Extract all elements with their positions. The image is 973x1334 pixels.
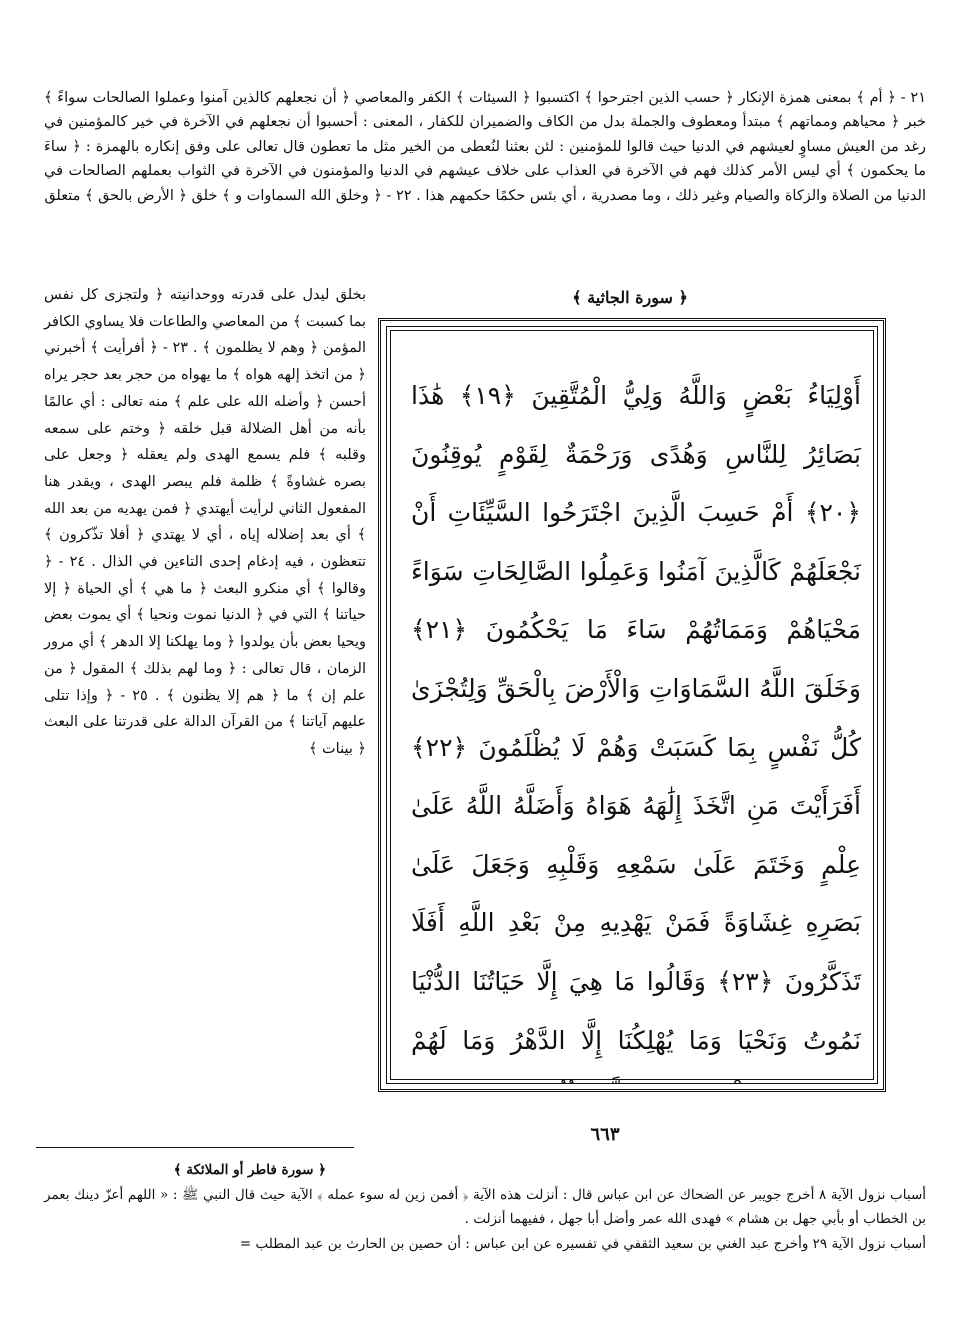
footnote-line: أسباب نزول الآية ٨ أخرج جويبر عن الضحاك عن ابن عباس قال : أنزلت هذه الآية ﴿ أفمن زين له سوء عمله ﴾ الآية حيث قال النبي ﷺ : « اللهم أعزّ دينك بعمر بن الخطاب أو بأبي جهل بن هشام » فهدى الله عمر وأضل أبا جهل ، ففيهما أنزلت .: [44, 1186, 927, 1227]
page-number: ٦٦٣: [590, 1124, 620, 1145]
footnote-line: أسباب نزول الآية ٢٩ وأخرج عبد الغني بن سعيد الثقفي في تفسيره عن ابن عباس : أن حصين بن الحارث بن عبد المطلب =: [239, 1235, 926, 1252]
top-commentary: ٢١ - ﴿ أم ﴾ بمعنى همزة الإنكار ﴿ حسب الذين اجترحوا ﴾ اكتسبوا ﴿ السيئات ﴾ الكفر والمعاصي ﴿ أن نجعلهم كالذين آمنوا وعملوا الصالحات سواءً ﴾ خبر ﴿ محياهم ومماتهم ﴾ مبتدأ ومعطوف والجملة بدل من الكاف والضميران للكفار ، المعنى : أحسبوا أن نجعلهم في الآخرة في خير كالمؤمنين في رغد من العيش مساوٍ لعيشهم في الدنيا حيث قالوا للمؤمنين : لئن بعثنا لنُعطى من الخير مثل ما تعطون قال تعالى على وفق إنكاره بالهمزة : ﴿ ساءَ ما يحكمون ﴾ أي ليس الأمر كذلك فهم في الآخرة في العذاب على خلاف عيشهم في الدنيا والمؤمنون في الآخرة في الثواب بعملهم الصالحات في الدنيا من الصلاة والزكاة والصيام وغير ذلك ، وما مصدرية ، أي بئس حكمًا حكمهم هذا . ٢٢ - ﴿ وخلق الله السماوات و ﴾ خلق ﴿ الأرض بالحق ﴾ متعلق: [44, 90, 926, 204]
footnotes: [44, 1158, 926, 1256]
quran-frame: [378, 318, 886, 1092]
quran-inner-border: [386, 326, 878, 1084]
surah-heading: ﴿ سورة الجاثية ﴾: [572, 288, 688, 307]
footnote-title: ﴿ سورة فاطر أو الملائكة ﴾: [173, 1162, 326, 1178]
quran-text: أَوْلِيَاءُ بَعْضٍ وَاللَّهُ وَلِيُّ الْمُتَّقِينَ ﴿١٩﴾ هَٰذَا بَصَائِرُ لِلنَّاسِ وَهُدًى وَرَحْمَةٌ لِقَوْمٍ يُوقِنُونَ ﴿٢٠﴾ أَمْ حَسِبَ الَّذِينَ اجْتَرَحُوا السَّيِّئَاتِ أَنْ نَجْعَلَهُمْ كَالَّذِينَ آمَنُوا وَعَمِلُوا الصَّالِحَاتِ سَوَاءً مَحْيَاهُمْ وَمَمَاتُهُمْ سَاءَ مَا يَحْكُمُونَ ﴿٢١﴾ وَخَلَقَ اللَّهُ السَّمَاوَاتِ وَالْأَرْضَ بِالْحَقِّ وَلِتُجْزَىٰ كُلُّ نَفْسٍ بِمَا كَسَبَتْ وَهُمْ لَا يُظْلَمُونَ ﴿٢٢﴾ أَفَرَأَيْتَ مَنِ اتَّخَذَ إِلَٰهَهُ هَوَاهُ وَأَضَلَّهُ اللَّهُ عَلَىٰ عِلْمٍ وَخَتَمَ عَلَىٰ سَمْعِهِ وَقَلْبِهِ وَجَعَلَ عَلَىٰ بَصَرِهِ غِشَاوَةً فَمَنْ يَهْدِيهِ مِنْ بَعْدِ اللَّهِ أَفَلَا تَذَكَّرُونَ ﴿٢٣﴾ وَقَالُوا مَا هِيَ إِلَّا حَيَاتُنَا الدُّنْيَا نَمُوتُ وَنَحْيَا وَمَا يُهْلِكُنَا إِلَّا الدَّهْرُ وَمَا لَهُمْ: [411, 381, 861, 1055]
side-commentary: بخلق ليدل على قدرته ووحدانيته ﴿ ولتجزى كل نفس بما كسبت ﴾ من المعاصي والطاعات فلا يساوي الكافر المؤمن ﴿ وهم لا يظلمون ﴾ . ٢٣ - ﴿ أفرأيت ﴾ أخبرني ﴿ من اتخذ إلهه هواه ﴾ ما يهواه من حجر بعد حجر يراه أحسن ﴿ وأضله الله على علم ﴾ منه تعالى : أي عالمًا بأنه من أهل الضلالة قبل خلقه ﴿ وختم على سمعه وقلبه ﴾ فلم يسمع الهدى ولم يعقله ﴿ وجعل على بصره غشاوةً ﴾ ظلمة فلم يبصر الهدى ، ويقدر هنا المفعول الثاني لرأيت أيهتدي ﴿ فمن يهديه من بعد الله ﴾ أي بعد إضلاله إياه ، أي لا يهتدي ﴿ أفلا تذّكرون ﴾ تتعظون ، فيه إدغام إحدى التاءين في الذال . ٢٤ - ﴿ وقالوا ﴾ أي منكرو البعث ﴿ ما هي ﴾ أي الحياة ﴿ إلا حياتنا ﴾ التي في ﴿ الدنيا نموت ونحيا ﴾ أي يموت بعض ويحيا بعض بأن يولدوا ﴿ وما يهلكنا إلا الدهر ﴾ أي مرور الزمان ، قال تعالى : ﴿ وما لهم بذلك ﴾ المقول ﴿ من علم إن ﴾ ما ﴿ هم إلا يظنون ﴾ . ٢٥ - ﴿ وإذا تتلى عليهم آياتنا ﴾ من القرآن الدالة على قدرتنا على البعث ﴿ بينات ﴾: [44, 287, 366, 757]
footnote-divider: [36, 1147, 354, 1148]
